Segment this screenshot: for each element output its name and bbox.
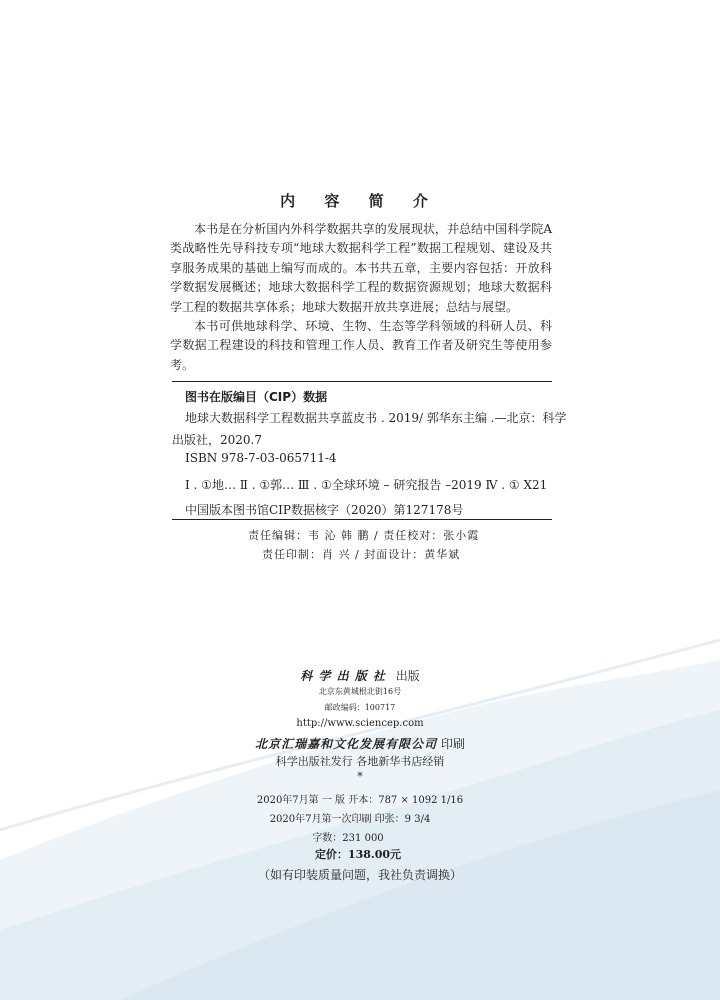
intro-paragraph: 本书可供地球科学、环境、生物、生态等学科领域的科研人员、科学数据工程建设的科技和管理工作人员、教育工作者及研究生等使用参考。 [170,319,552,372]
separator-star: * [357,770,363,783]
cip-catalog-number: 中国版本图书馆CIP数据核字（2020）第127178号 [185,503,464,517]
publisher-name: 科 学 出 版 社 [300,669,386,683]
edition-info: 2020年7月第 一 版 开本：787 × 1092 1/16 [256,795,464,806]
cip-classification: Ⅰ . ①地… Ⅱ . ①郭… Ⅲ . ①全球环境 – 研究报告 –2019 Ⅳ . ① X21 [185,478,548,492]
staff-line: 责任编辑：韦 沁 韩 鹏 / 责任校对：张小霞 [248,529,480,542]
quality-note: （如有印装质量问题，我社负责调换） [257,868,462,882]
publisher-line [0,667,720,684]
printer-suffix: 印刷 [440,737,465,751]
printer-line [0,735,720,752]
cip-entry-line: 地球大数据科学工程数据共享蓝皮书 . 2019/ 郭华东主编 .—北京：科学 [185,411,567,425]
cip-heading: 图书在版编目（CIP）数据 [185,390,328,404]
postcode: 邮政编码：100717 [324,703,396,712]
staff-line: 责任印制：肖 兴 / 封面设计：黄华斌 [262,548,461,561]
cip-entry-line: 出版社，2020.7 [172,433,262,447]
printer-name: 北京汇瑞嘉和文化发展有限公司 [255,737,438,751]
publisher-url: http://www.sciencep.com [296,718,424,729]
publisher-suffix: 出版 [395,669,420,683]
intro-paragraph: 本书是在分析国内外科学数据共享的发展现状，并总结中国科学院A类战略性先导科技专项“地球大数据科学工程”数据工程规划、建设及共享服务成果的基础上编写而成的。本书共五章，主要内容包括：开放科学数据发展概述；地球大数据科学工程的数据资源规划；地球大数据科学工程的数据共享体系；地球大数据开放共享进展；总结与展望。 [170,222,552,314]
publisher-address: 北京东黄城根北街16号 [318,687,402,696]
price: 定价：138.00元 [314,848,402,861]
printing-info: 2020年7月第一次印刷 印张：9 3/4 [269,814,431,825]
intro-title: 内 容 简 介 [280,192,440,210]
distribution: 科学出版社发行 各地新华书店经销 [275,755,445,768]
word-count: 字数：231 000 [312,833,384,844]
intro-text [170,220,552,375]
cip-isbn: ISBN 978-7-03-065711-4 [185,451,337,465]
